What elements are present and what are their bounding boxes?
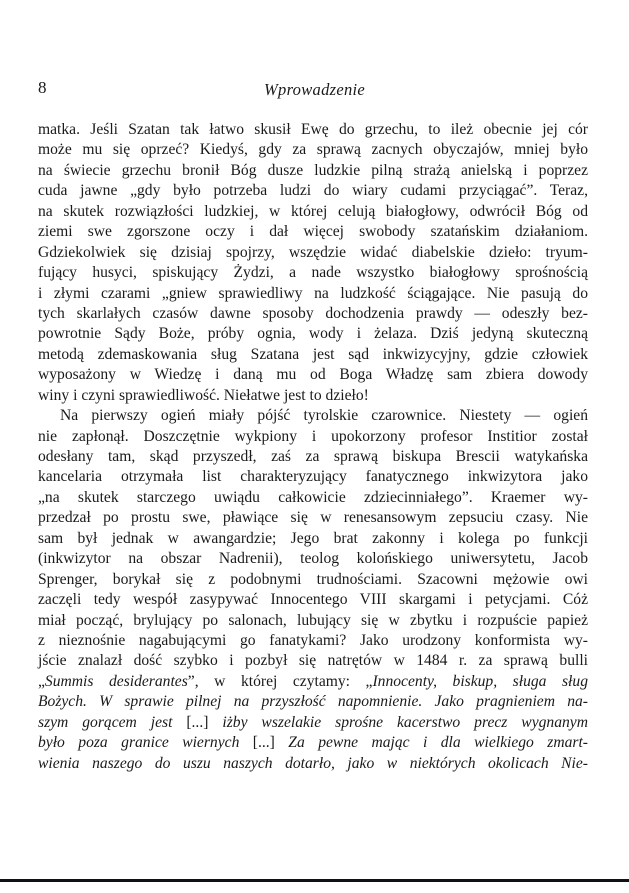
text-line — [38, 406, 588, 426]
text-segment: odesłany tam, skąd przyszedł, zaś za sprawą biskupa Brescii watykańska — [38, 448, 588, 465]
text-line — [38, 733, 588, 753]
text-segment: [...] — [186, 713, 209, 731]
text-line — [38, 120, 588, 140]
italic-text-segment: Summis desiderantes — [44, 672, 188, 690]
text-segment: winy i czyni sprawiedliwość. Niełatwe jest to dzieło! — [38, 386, 369, 404]
text-segment: z nieznośnie nagabującymi go fanatykami? Jako urodzony konformista wy- — [38, 631, 588, 649]
text-segment: matka. Jeśli Szatan tak łatwo skusił Ewę do grzechu, to ileż obecnie jej cór — [38, 121, 588, 138]
text-line — [38, 651, 588, 671]
text-line — [38, 263, 588, 283]
text-line — [38, 427, 588, 447]
italic-text-segment: było poza granice wiernych — [38, 734, 253, 752]
italic-text-segment: szym gorącem jest — [38, 713, 187, 731]
text-line — [38, 611, 588, 631]
italic-text-segment: Bożych. W sprawie pilnej na przyszłość napomnienie. Jako pragnieniem na- — [38, 693, 588, 711]
text-segment: (inkwizytor na obszar Nadrenii), teolog kolońskiego uniwersytetu, Jacob — [38, 550, 588, 568]
text-line — [38, 672, 588, 692]
text-line — [38, 631, 588, 651]
text-segment: „ — [38, 672, 45, 690]
text-segment: jście znalazł dość szybko i pozbył się natrętów w 1484 r. za sprawą bulli — [38, 652, 588, 670]
text-line — [38, 181, 588, 201]
text-line — [38, 447, 588, 467]
text-segment: kancelaria otrzymała list charakteryzujący fanatycznego inkwizytora jako — [38, 468, 588, 486]
text-line — [38, 754, 588, 774]
text-segment: nie zapłonął. Doszczętnie wykpiony i upokorzony profesor Institior został — [38, 427, 588, 445]
text-line — [38, 386, 588, 406]
text-segment: Gdziekolwiek się dzisiaj spojrzy, wszędzie widać diabelskie dzieło: tryum- — [38, 243, 588, 261]
text-segment: na skutek rozwiązłości ludzkiej, w której celują białogłowy, odwrócił Bóg od — [38, 202, 588, 220]
italic-text-segment: Innocenty, biskup, sługa sług — [372, 672, 588, 690]
page-number: 8 — [38, 78, 47, 97]
text-line — [38, 284, 588, 304]
text-segment: metodą zdemaskowania sług Szatana jest sąd inkwizycyjny, gdzie człowiek — [38, 345, 588, 363]
text-segment: Sprenger, borykał się z podobnymi trudnościami. Szacowni mężowie owi — [38, 570, 588, 588]
text-segment: zaczęli tedy wespół zasypywać Innocentego VIII skargami i petycjami. Cóż — [38, 591, 588, 609]
text-line — [38, 549, 588, 569]
italic-text-segment: iżby wszelakie sprośne kacerstwo precz wygnanym — [208, 713, 588, 731]
body-text — [38, 120, 588, 774]
text-segment: sam był jednak w awangardzie; Jego brat zakonny i kolega po funkcji — [38, 529, 588, 547]
text-line — [38, 508, 588, 528]
text-line — [38, 529, 588, 549]
text-segment: wyposażony w Wiedzę i daną mu od Boga Władzę sam zbiera dowody — [38, 366, 588, 384]
text-line — [38, 345, 588, 365]
text-line — [38, 222, 588, 242]
italic-text-segment: Za pewne mając i dla wielkiego zmart- — [274, 734, 588, 752]
text-segment: „na skutek starczego uwiądu całkowicie zdziecinniałego”. Kraemer wy- — [38, 488, 588, 506]
text-segment: ziemi swe zgorszone oczy i dał więcej swobody szatańskim działaniom. — [38, 223, 588, 241]
text-segment: tych skarlałych czasów dawne sposoby dochodzenia prawdy — odeszły bez- — [38, 304, 588, 322]
text-line — [38, 467, 588, 487]
text-segment: [...] — [252, 734, 275, 752]
text-segment: miał począć, brylujący po salonach, lubujący się w zbytku i rozpuście papież — [38, 611, 588, 629]
text-segment: cuda jawne „gdy było potrzeba ludzi do wiary cudami przyciągać”. Teraz, — [38, 182, 588, 200]
text-line — [38, 304, 588, 324]
text-segment: przedzał po prostu swe, pławiące się w renesansowym zepsuciu czasy. Nie — [38, 509, 588, 527]
text-line — [38, 140, 588, 160]
text-line — [38, 365, 588, 385]
text-line — [38, 590, 588, 610]
running-title: Wprowadzenie — [263, 80, 366, 99]
italic-text-segment: wienia naszego do uszu naszych dotarło, jako w niektórych okolicach Nie- — [38, 754, 588, 772]
text-line — [38, 202, 588, 222]
text-line — [38, 324, 588, 344]
text-line — [38, 713, 588, 733]
scan-edge-rule — [0, 879, 629, 882]
text-line — [38, 488, 588, 508]
text-line — [38, 243, 588, 263]
text-segment: i złymi czarami „gniew sprawiedliwy na ludzkość ściągające. Nie pasują do — [38, 284, 588, 302]
text-segment: Na pierwszy ogień miały pójść tyrolskie czarownice. Niestety — ogień — [60, 407, 588, 425]
text-segment: może mu się oprzeć? Kiedyś, gdy za sprawą zacnych obyczajów, mniej było — [38, 141, 588, 159]
text-segment: na świecie grzechu bronił Bóg dusze ludzkie pilną strażą anielską i poprzez — [38, 161, 588, 179]
text-line — [38, 161, 588, 181]
text-segment: powrotnie Sądy Boże, próby ognia, wody i żelaza. Dziś jedyną skuteczną — [38, 325, 588, 343]
text-segment: fujący husyci, spiskujący Żydzi, a nade wszystko białogłowy sprośnością — [38, 264, 588, 282]
text-line — [38, 692, 588, 712]
text-segment: ”, w której czytamy: „ — [187, 672, 373, 690]
text-line — [38, 570, 588, 590]
